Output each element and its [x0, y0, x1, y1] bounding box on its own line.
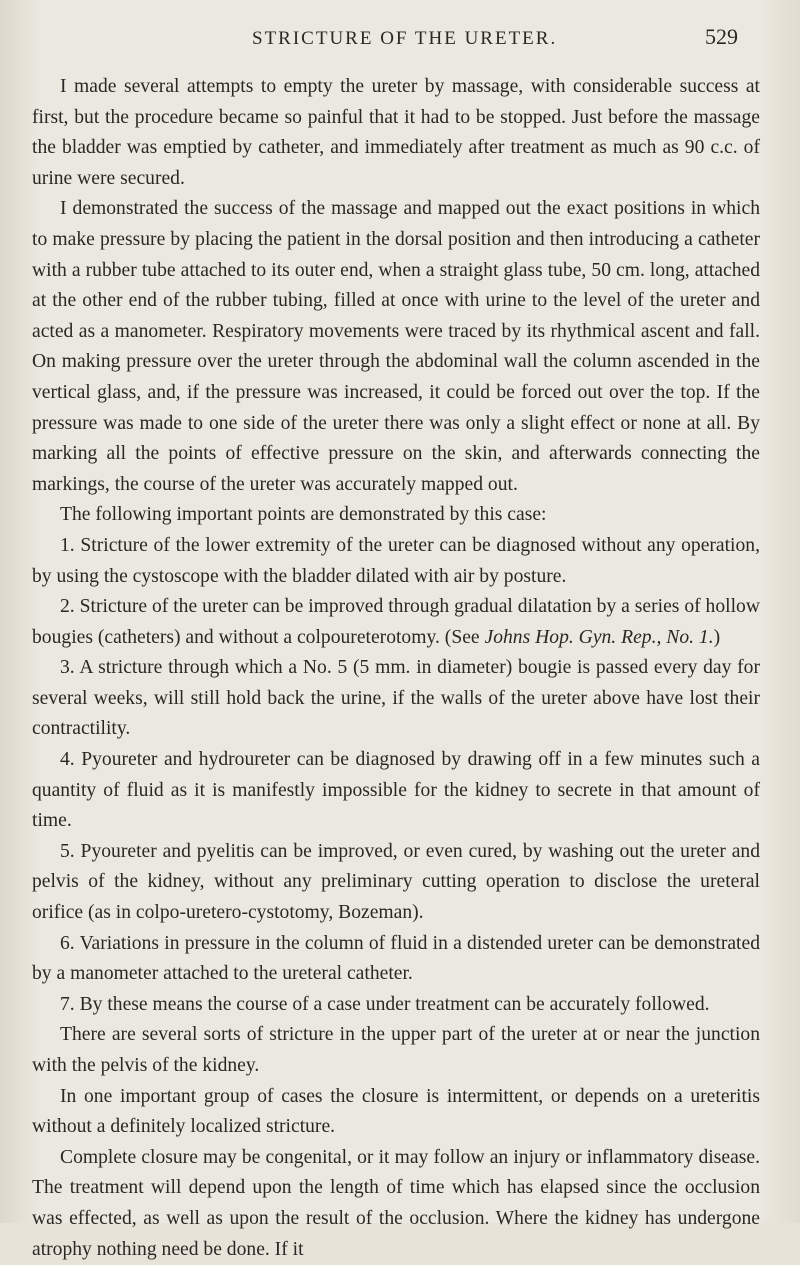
running-title: STRICTURE OF THE URETER.	[252, 28, 558, 49]
point-2-text: 2. Stricture of the ureter can be improved through gradual dilatation by a series of hollow bougies (catheters) and without a colpoureterotomy. (See	[32, 596, 760, 648]
list-item-point-6: 6. Variations in pressure in the column of fluid in a distended ureter can be demonstrated by a manometer attached to the ureteral catheter.	[32, 932, 760, 985]
list-item-point-3: 3. A stricture through which a No. 5 (5 mm. in diameter) bougie is passed every day for several weeks, will still hold back the urine, if the walls of the ureter above have lost their contractility.	[32, 657, 760, 740]
page-number: 529	[705, 24, 738, 49]
paragraph-points-intro: The following important points are demonstrated by this case:	[60, 504, 547, 526]
list-item-point-7: 7. By these means the course of a case under treatment can be accurately followed.	[60, 993, 710, 1015]
citation-johns-hopkins: Johns Hop. Gyn. Rep., No. 1.	[484, 626, 714, 648]
paragraph-manometer-demonstration: I demonstrated the success of the massage and mapped out the exact positions in which to make pressure by placing the patient in the dorsal position and then introducing a catheter with a rubber tube attached to its outer end, when a straight glass tube, 50 cm. long, attached at the other end of the rubber tubing, filled at once with urine to the level of the ureter and acted as a manometer. Respiratory movements were traced by its rhythmical ascent and fall. On making pressure over the ureter through the abdominal wall the column ascended in the vertical glass, and, if the pressure was increased, it could be forced out over the top. If the pressure was made to one side of the ureter there was only a slight effect or none at all. By marking all the points of effective pressure on the skin, and afterwards connecting the markings, the course of the ureter was accurately mapped out.	[32, 198, 760, 495]
paragraph-stricture-sorts: There are several sorts of stricture in the upper part of the ureter at or near the junction with the pelvis of the kidney.	[32, 1024, 760, 1076]
list-item-point-4: 4. Pyoureter and hydroureter can be diagnosed by drawing off in a few minutes such a quantity of fluid as it is manifestly impossible for the kidney to secrete in that amount of time.	[32, 749, 760, 832]
list-item-point-1: 1. Stricture of the lower extremity of the ureter can be diagnosed without any operation, by using the cystoscope with the bladder dilated with air by posture.	[32, 534, 760, 587]
paragraph-massage-attempts: I made several attempts to empty the ureter by massage, with considerable success at first, but the procedure became so painful that it had to be stopped. Just before the massage the bladder was emptied by catheter, and immediately after treatment as much as 90 c.c. of urine were secured.	[32, 76, 760, 189]
point-2-tail: )	[713, 626, 721, 648]
paragraph-intermittent-closure: In one important group of cases the closure is intermittent, or depends on a ureteritis without a definitely localized stricture.	[32, 1085, 760, 1138]
list-item-point-5: 5. Pyoureter and pyelitis can be improved, or even cured, by washing out the ureter and pelvis of the kidney, without any preliminary cutting operation to disclose the ureteral orifice (as in colpo-uretero-cystotomy, Bozeman).	[32, 840, 760, 924]
paragraph-complete-closure: Complete closure may be congenital, or it may follow an injury or inflammatory disease. The treatment will depend upon the length of time which has elapsed since the occlusion was effected, as well as upon the result of the occlusion. Where the kidney has undergone atrophy nothing need be done. If it	[32, 1146, 760, 1260]
body-text	[32, 72, 760, 1265]
list-item-point-2	[32, 592, 760, 653]
